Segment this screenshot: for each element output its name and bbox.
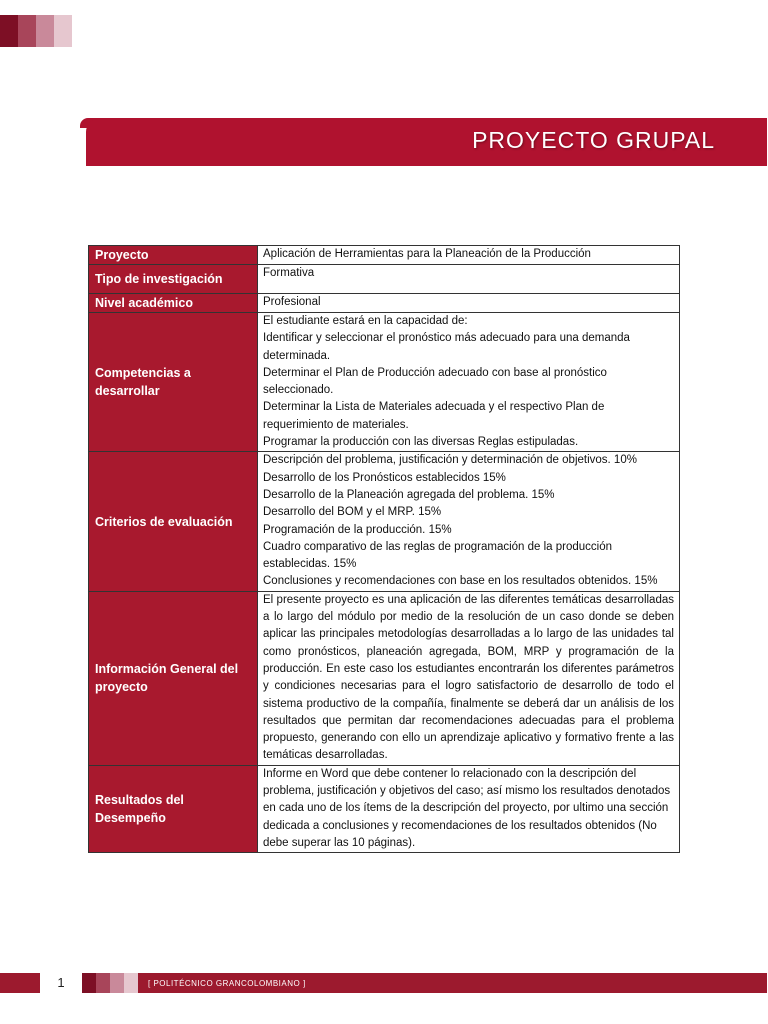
value-line: Desarrollo del BOM y el MRP. 15% [263,506,442,519]
value-line: Formativa [263,267,315,279]
row-value [258,765,680,852]
value-line: Determinar el Plan de Producción adecuado con base al pronóstico seleccionado. [263,366,607,397]
value-line: El estudiante estará en la capacidad de: [263,315,468,327]
table-row [89,246,680,265]
value-line: Conclusiones y recomendaciones con base en los resultados obtenidos. 15% [263,575,658,588]
value-line: Programación de la producción. 15% [263,523,452,536]
decor-square [110,973,124,993]
row-label: Tipo de investigación [89,265,258,294]
value-line: Descripción del problema, justificación y determinación de objetivos. 10% [263,454,637,467]
row-label: Proyecto [89,246,258,265]
title-banner [86,118,767,166]
value-paragraph: Informe en Word que debe contener lo relacionado con la descripción del problema, justificación y objetivos del caso; así mismo los resultados denotados en cada uno de los ítems de la descripción del proyecto, por ultimo una sección dedicada a conclusiones y recomendaciones de los resultados obtenidos (No debe superar las 10 páginas). [263,767,671,849]
value-line: Aplicación de Herramientas para la Planeación de la Producción [263,248,591,260]
value-line: Desarrollo de la Planeación agregada del problema. 15% [263,488,555,501]
row-label: Información General del proyecto [89,591,258,765]
footer-bar [82,973,767,993]
institution-name: [ POLITÉCNICO GRANCOLOMBIANO ] [148,978,306,988]
value-line: Desarrollo de los Pronósticos establecidos 15% [263,471,506,484]
table-row [89,591,680,765]
value-line: Determinar la Lista de Materiales adecuada y el respectivo Plan de requerimiento de materiales. [263,401,605,431]
row-label: Competencias a desarrollar [89,313,258,452]
table-row [89,265,680,294]
decor-square [36,15,54,47]
decor-square [96,973,110,993]
row-label: Nivel académico [89,294,258,313]
row-value [258,452,680,591]
page-number: 1 [40,973,82,993]
decor-square [54,15,72,47]
corner-decoration [0,15,72,47]
table-row [89,452,680,591]
row-value [258,265,680,294]
value-line: Profesional [263,296,321,308]
table-row [89,313,680,452]
decor-square [18,15,36,47]
value-paragraph: El presente proyecto es una aplicación de las diferentes temáticas desarrolladas a lo largo del módulo por medio de la resolución de un caso donde se deben aplicar las principales metodologías desarrolladas a lo largo de las unidades tal como pronósticos, planeación agregada, BOM, MRP y programación de la producción. En este caso los estudiantes encontrarán los diferentes parámetros y condiciones necesarias para el logro satisfactorio de desarrollo de todo el sistema productivo de la compañía, finalmente se deberá dar un análisis de los resultados que permitan dar recomendaciones adecuadas para el problema propuesto, generando con ello un aprendizaje aplicativo y formativo frente a las temáticas desarrolladas. [263,593,674,762]
footer-stripe [0,973,40,993]
row-value [258,294,680,313]
value-line: Programar la producción con las diversas Reglas estipuladas. [263,436,579,449]
table-row [89,294,680,313]
decor-square [82,973,96,993]
row-value [258,591,680,765]
row-label: Resultados del Desempeño [89,765,258,852]
decor-square [0,15,18,47]
project-info-table [88,245,680,853]
decor-square [124,973,138,993]
value-line: Cuadro comparativo de las reglas de programación de la producción establecidas. 15% [263,540,613,571]
page-title: PROYECTO GRUPAL [472,127,715,153]
row-value [258,313,680,452]
table-row [89,765,680,852]
row-value [258,246,680,265]
row-label: Criterios de evaluación [89,452,258,591]
value-line: Identificar y seleccionar el pronóstico más adecuado para una demanda determinada. [263,332,630,362]
